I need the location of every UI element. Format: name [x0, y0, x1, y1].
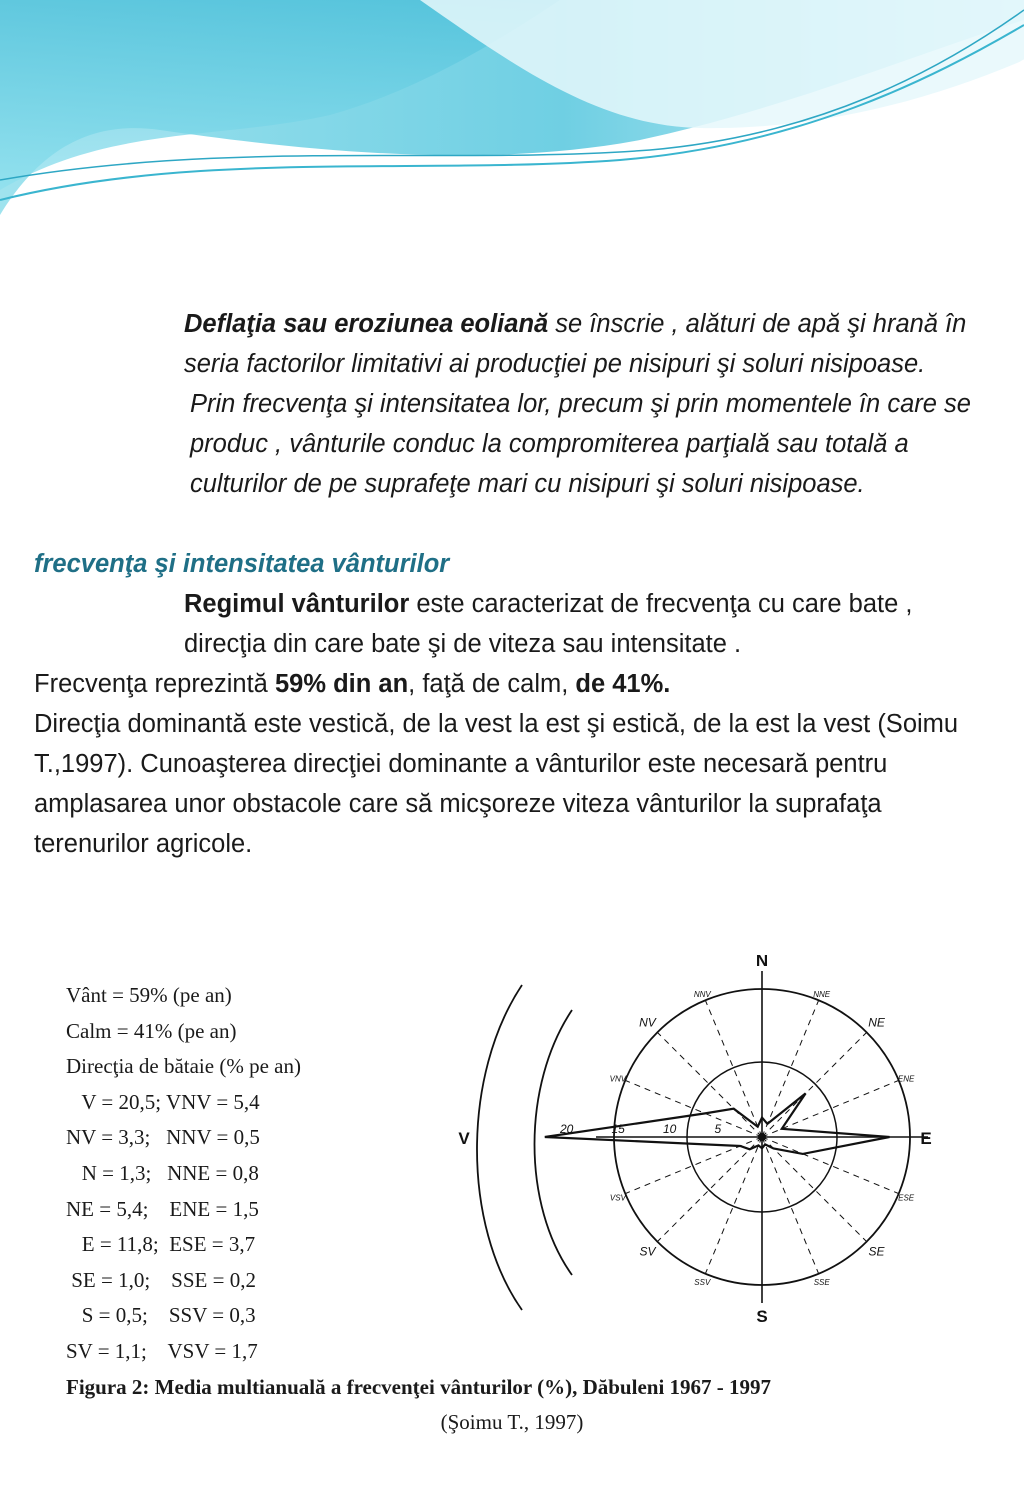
- section-paragraph-1: [34, 584, 994, 664]
- legend-line: V = 20,5; VNV = 5,4: [66, 1089, 260, 1114]
- wind-rose-figure: [452, 955, 938, 1325]
- legend-line: E = 11,8; ESE = 3,7: [66, 1232, 256, 1257]
- direction-label-nv: NV: [639, 1015, 656, 1030]
- section-paragraph-2: [34, 664, 994, 704]
- wind-rose-axis-sse: [762, 1137, 819, 1274]
- legend-line: Calm = 41% (pe an): [66, 1018, 237, 1043]
- direction-label-vnv: VNV: [609, 1074, 627, 1084]
- section-heading: frecvenţa şi intensitatea vânturilor: [34, 550, 450, 578]
- legend-line: SE = 1,0; SSE = 0,2: [66, 1267, 256, 1292]
- direction-label-ssv: SSV: [694, 1278, 711, 1288]
- figure-source: (Şoimu T., 1997): [440, 1410, 584, 1434]
- header-wave-decoration: [0, 0, 1024, 240]
- wind-rose-axis-ssv: [705, 1137, 762, 1274]
- wind-rose-axis-vnv: [625, 1080, 762, 1137]
- direction-label-sse: SSE: [813, 1278, 830, 1288]
- direction-label-sv: SV: [639, 1244, 656, 1259]
- direction-label-ne: NE: [868, 1015, 885, 1030]
- intro-text-2: Prin frecvenţa şi intensitatea lor, precum şi prin momentele în care se produc , vânturile conduc la compromiterea parţială sau totală a culturilor de pe suprafeţe mari cu nisipuri şi soluri nisipoase.: [190, 390, 971, 498]
- section-term: Regimul vânturilor: [184, 590, 410, 618]
- figure-caption: Figura 2: Media multianuală a frecvenţei vânturilor (%), Dăbuleni 1967 - 1997: [66, 1375, 772, 1399]
- section-paragraph-3: Direcţia dominantă este vestică, de la vest la est şi estică, de la est la vest (Soimu T.,1997). Cunoaşterea direcţiei dominante a vânturilor este necesară pentru amplasarea unor obstacole care să micşoreze viteza vânturilor la suprafaţa terenurilor agricole.: [34, 710, 959, 858]
- direction-label-n: N: [755, 955, 769, 970]
- intro-paragraph-1: [34, 304, 994, 384]
- calm-text: , faţă de calm,: [408, 670, 576, 698]
- legend-line: N = 1,3; NNE = 0,8: [66, 1160, 259, 1185]
- scale-label: 20: [560, 1122, 574, 1136]
- wind-rose-arc: [535, 1010, 573, 1275]
- direction-label-vsv: VSV: [609, 1193, 626, 1203]
- calm-value: de 41%.: [575, 670, 671, 698]
- direction-label-ene: ENE: [897, 1074, 915, 1084]
- frequency-text: Frecvenţa reprezintă: [34, 670, 275, 698]
- legend-line: Vânt = 59% (pe an): [66, 983, 232, 1007]
- scale-label: 5: [714, 1122, 722, 1136]
- scale-label: 15: [611, 1122, 625, 1136]
- wind-rose-center: [758, 1133, 766, 1141]
- wind-rose-axis-nnv: [705, 1000, 762, 1137]
- intro-term: Deflaţia sau eroziunea eoliană: [184, 310, 549, 338]
- intro-section: [34, 304, 994, 864]
- wind-rose-arc: [477, 985, 522, 1310]
- legend-line: NE = 5,4; ENE = 1,5: [66, 1196, 259, 1221]
- section-text-1: este caracterizat de frecvenţa cu care bate , direcţia din care bate şi de viteza sau intensitate .: [184, 590, 913, 658]
- direction-label-nnv: NNV: [693, 989, 711, 999]
- direction-label-ese: ESE: [898, 1193, 915, 1203]
- wind-rose-axis-sv: [657, 1137, 762, 1242]
- scale-label: 10: [663, 1122, 677, 1136]
- direction-label-e: E: [920, 1129, 932, 1148]
- intro-text-1: se înscrie , alături de apă şi hrană în seria factorilor limitativi ai producţiei pe nisipuri şi soluri nisipoase.: [184, 310, 967, 378]
- legend-line: Direcţia de bătaie (% pe an): [66, 1054, 301, 1079]
- legend-line: NV = 3,3; NNV = 0,5: [66, 1125, 260, 1150]
- wind-rose-axis-ne: [762, 1032, 867, 1137]
- intro-paragraph-2: [34, 384, 994, 504]
- wind-rose-axis-ese: [762, 1137, 899, 1194]
- direction-label-nne: NNE: [813, 989, 831, 999]
- legend-line: SV = 1,1; VSV = 1,7: [66, 1338, 258, 1363]
- direction-label-v: V: [458, 1129, 470, 1148]
- wind-legend: [66, 978, 301, 1370]
- direction-label-se: SE: [868, 1244, 885, 1259]
- legend-line: S = 0,5; SSV = 0,3: [66, 1303, 256, 1328]
- direction-label-s: S: [756, 1307, 768, 1325]
- frequency-value: 59% din an: [274, 670, 409, 698]
